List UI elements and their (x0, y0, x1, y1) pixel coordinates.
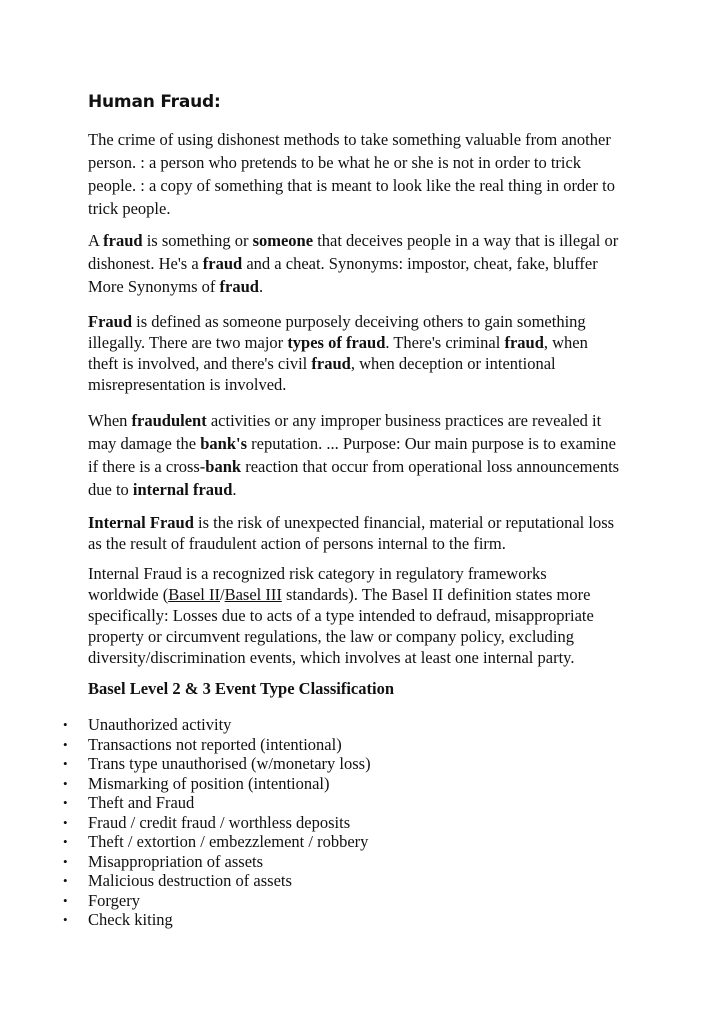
bullet-icon: • (63, 814, 68, 830)
text-line: When fraudulent activities or any improper business practices are revealed it (88, 411, 602, 430)
paragraph-bank-reputation (88, 409, 648, 501)
text-line: specifically: Losses due to acts of a type intended to defraud, misappropriate (88, 606, 594, 625)
text-line: misrepresentation is involved. (88, 375, 287, 394)
bullet-icon: • (63, 912, 68, 927)
paragraph-fraud-person (88, 229, 648, 298)
basel-ii-link[interactable]: Basel II (168, 585, 220, 604)
list-item: • Trans type unauthorised (w/monetary loss) (63, 754, 371, 773)
bullet-icon: • (63, 834, 68, 849)
text-line: property or circumvent regulations, the law or company policy, excluding (88, 627, 574, 646)
list-item: • Forgery (63, 890, 140, 910)
list-item: • Misappropriation of assets (63, 851, 264, 871)
list-item: • Malicious destruction of assets (63, 871, 292, 890)
list-item: • Check kiting (63, 910, 173, 929)
paragraph-fraud-types (88, 311, 648, 395)
list-item: • Theft / extortion / embezzlement / robbery (63, 832, 369, 851)
text-line: people. : a copy of something that is meant to look like the real thing in order to (88, 176, 615, 195)
text-line: person. : a person who pretends to be what he or she is not in order to trick (88, 153, 582, 172)
bullet-icon: • (63, 717, 68, 732)
text-line: Internal Fraud is the risk of unexpected financial, material or reputational loss (88, 513, 615, 532)
list-item: • Fraud / credit fraud / worthless deposits (63, 812, 351, 832)
text-line: as the result of fraudulent action of persons internal to the firm. (88, 534, 506, 553)
list-item: • Unauthorized activity (63, 715, 232, 734)
text-line: More Synonyms of fraud. (88, 277, 264, 296)
bullet-icon: • (63, 892, 68, 908)
text-line: if there is a cross-bank reaction that occur from operational loss announcements (88, 457, 620, 476)
list-item: • Theft and Fraud (63, 793, 195, 812)
bullet-icon: • (63, 795, 68, 810)
event-type-list (60, 715, 371, 930)
paragraph-basel (88, 563, 648, 668)
section-heading: Basel Level 2 & 3 Event Type Classification (88, 679, 395, 698)
bullet-icon: • (63, 736, 68, 752)
list-item: • Transactions not reported (intentional) (63, 734, 342, 754)
text-line: illegally. There are two major types of fraud. There's criminal fraud, when (88, 333, 588, 352)
text-line: may damage the bank's reputation. ... Purpose: Our main purpose is to examine (88, 434, 616, 453)
text-line: The crime of using dishonest methods to take something valuable from another (88, 130, 611, 149)
basel-iii-link[interactable]: Basel III (224, 585, 282, 604)
list-item: • Mismarking of position (intentional) (63, 773, 330, 793)
page-title: Human Fraud: (88, 92, 221, 112)
text-line: Internal Fraud is a recognized risk category in regulatory frameworks (88, 564, 547, 583)
paragraph-internal-fraud (88, 512, 648, 554)
paragraph-definition (88, 128, 648, 220)
bullet-icon: • (63, 853, 68, 869)
text-line: trick people. (88, 199, 171, 218)
text-line: A fraud is something or someone that deceives people in a way that is illegal or (88, 231, 619, 250)
bullet-icon: • (63, 775, 68, 791)
text-line: worldwide (Basel II/Basel III standards). The Basel II definition states more (88, 585, 591, 604)
text-line: Fraud is defined as someone purposely deceiving others to gain something (88, 312, 586, 331)
bullet-icon: • (63, 873, 68, 888)
bullet-icon: • (63, 756, 68, 771)
text-line: theft is involved, and there's civil fraud, when deception or intentional (88, 354, 556, 373)
text-line: due to internal fraud. (88, 480, 237, 499)
text-line: dishonest. He's a fraud and a cheat. Synonyms: impostor, cheat, fake, bluffer (88, 254, 598, 273)
text-line: diversity/discrimination events, which involves at least one internal party. (88, 648, 575, 667)
